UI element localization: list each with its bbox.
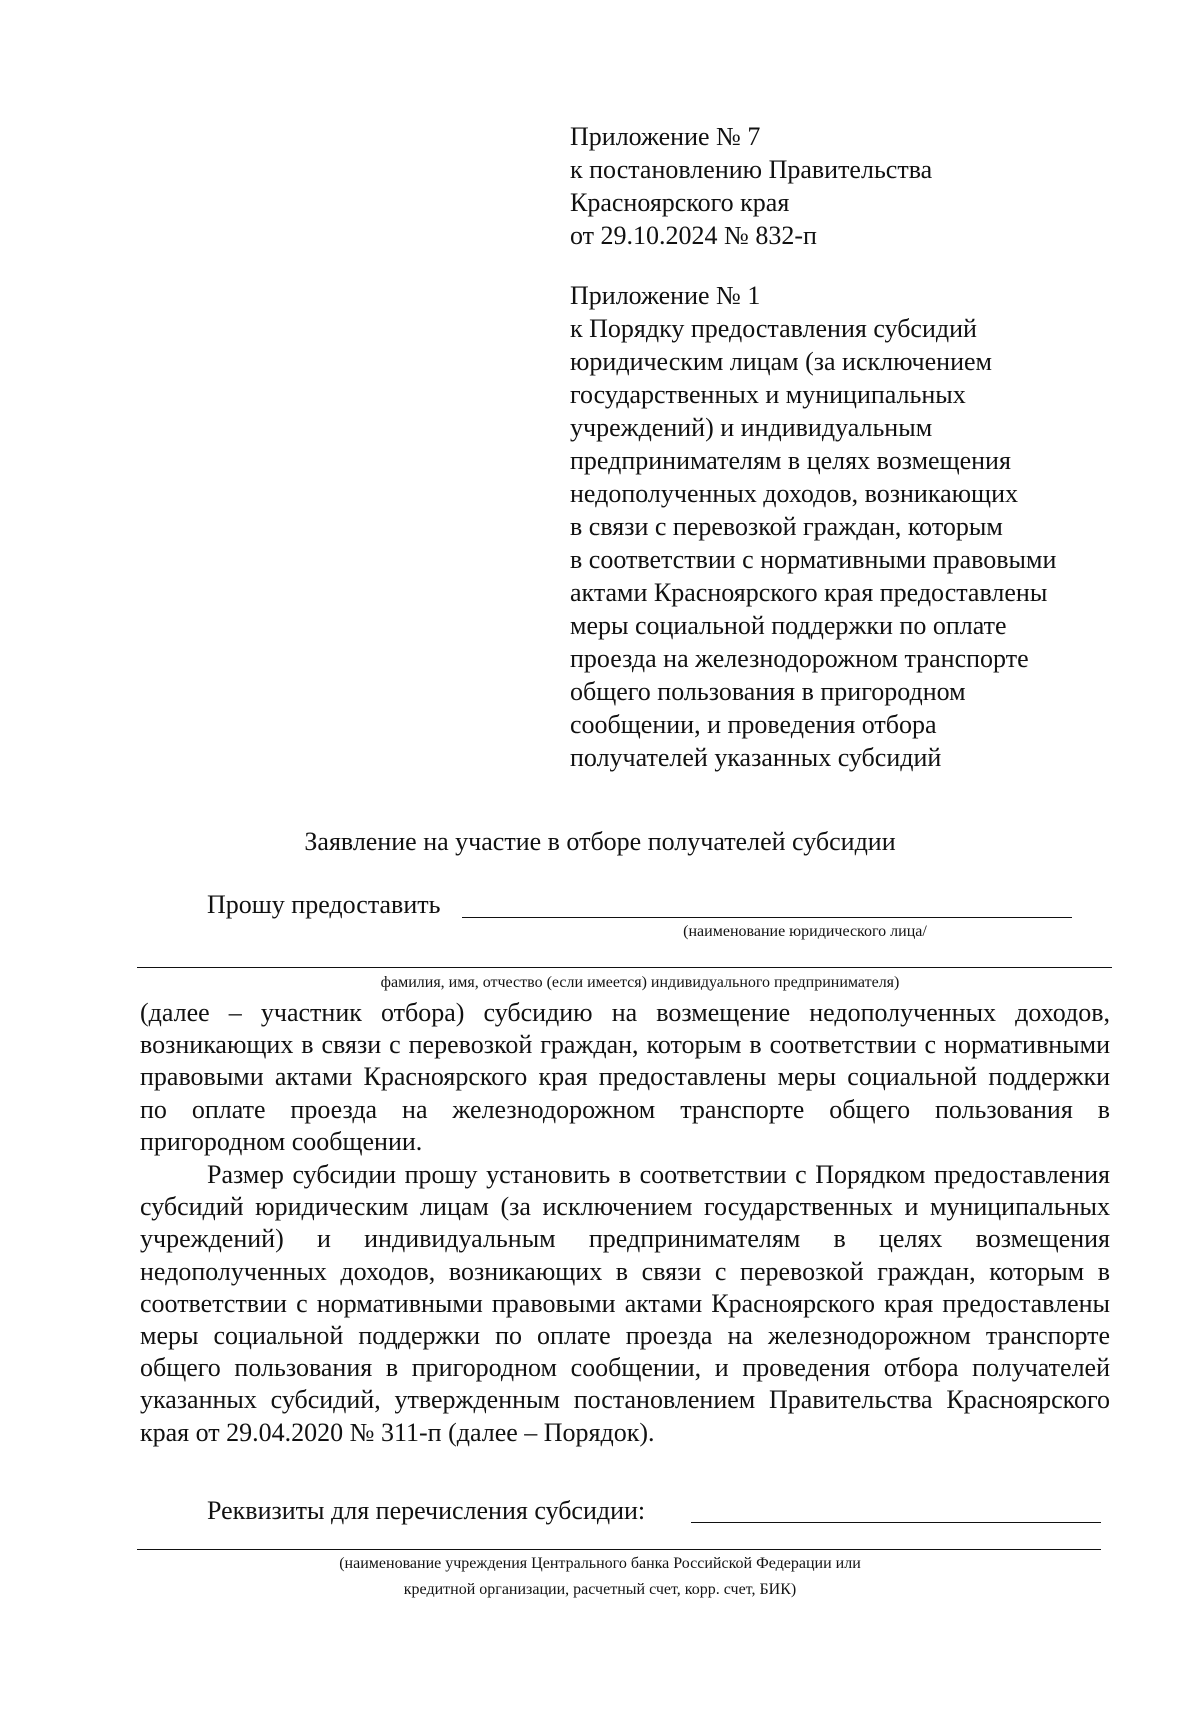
annex-1-line: учреждений) и индивидуальным (570, 413, 933, 442)
annex-1-line: юридическим лицам (за исключением (570, 347, 992, 376)
annex-1-line: сообщении, и проведения отбора (570, 710, 937, 739)
paragraph-2: Размер субсидии прошу установить в соответствии с Порядком предоставления субсидий юридическим лицам (за исключением государственных и муниципальных учреждений) и индивидуальным предпринимателям в целях возмещения недополученных доходов, возникающих в связи с перевозкой граждан, которым в соответствии с нормативными правовыми актами Красноярского края предоставлены меры социальной поддержки по оплате проезда на железнодорожном транспорте общего пользования в пригородном сообщении, и проведения отбора получателей указанных субсидий, утвержденным постановлением Правительства Красноярского края от 29.04.2020 № 311-п (далее – Порядок). (140, 1160, 1110, 1447)
annex-7-line: Красноярского края (570, 188, 790, 217)
bank-details-label: Реквизиты для перечисления субсидии: (207, 1496, 646, 1525)
bank-details-fill-line-2 (137, 1549, 1101, 1550)
bank-details-fill-line (691, 1522, 1101, 1523)
request-caption-1: (наименование юридического лица/ (683, 923, 927, 940)
paragraph-1: (далее – участник отбора) субсидию на возмещение недополученных доходов, возникающих в связи с перевозкой граждан, которым в соответствии с нормативными правовыми актами Красноярского края предоставлены меры социальной поддержки по оплате проезда на железнодорожном транспорте общего пользования в пригородном сообщении. (140, 998, 1110, 1156)
annex-7-line: Приложение № 7 (570, 122, 761, 151)
annex-7-block (570, 120, 932, 252)
applicant-name-fill-line (462, 917, 1072, 918)
annex-1-line: в связи с перевозкой граждан, которым (570, 512, 1003, 541)
request-caption-2: фамилия, имя, отчество (если имеется) индивидуального предпринимателя) (380, 974, 900, 991)
document-title: Заявление на участие в отборе получателей субсидии (304, 827, 896, 856)
applicant-name-fill-line-2 (137, 967, 1112, 968)
request-label: Прошу предоставить (207, 890, 441, 919)
annex-1-line: предпринимателям в целях возмещения (570, 446, 1011, 475)
annex-1-block (570, 279, 1056, 774)
annex-1-line: к Порядку предоставления субсидий (570, 314, 977, 343)
annex-7-line: к постановлению Правительства (570, 155, 933, 184)
annex-1-line: проезда на железнодорожном транспорте (570, 644, 1029, 673)
annex-1-line: меры социальной поддержки по оплате (570, 611, 1007, 640)
annex-7-line: от 29.10.2024 № 832-п (570, 221, 817, 250)
annex-1-line: недополученных доходов, возникающих (570, 479, 1018, 508)
bank-caption-1: (наименование учреждения Центрального банка Российской Федерации или (339, 1555, 861, 1572)
annex-1-line: Приложение № 1 (570, 281, 761, 310)
annex-1-line: актами Красноярского края предоставлены (570, 578, 1048, 607)
annex-1-line: получателей указанных субсидий (570, 743, 942, 772)
annex-1-line: государственных и муниципальных (570, 380, 966, 409)
bank-caption-2: кредитной организации, расчетный счет, корр. счет, БИК) (403, 1581, 797, 1598)
annex-1-line: общего пользования в пригородном (570, 677, 966, 706)
annex-1-line: в соответствии с нормативными правовыми (570, 545, 1057, 574)
